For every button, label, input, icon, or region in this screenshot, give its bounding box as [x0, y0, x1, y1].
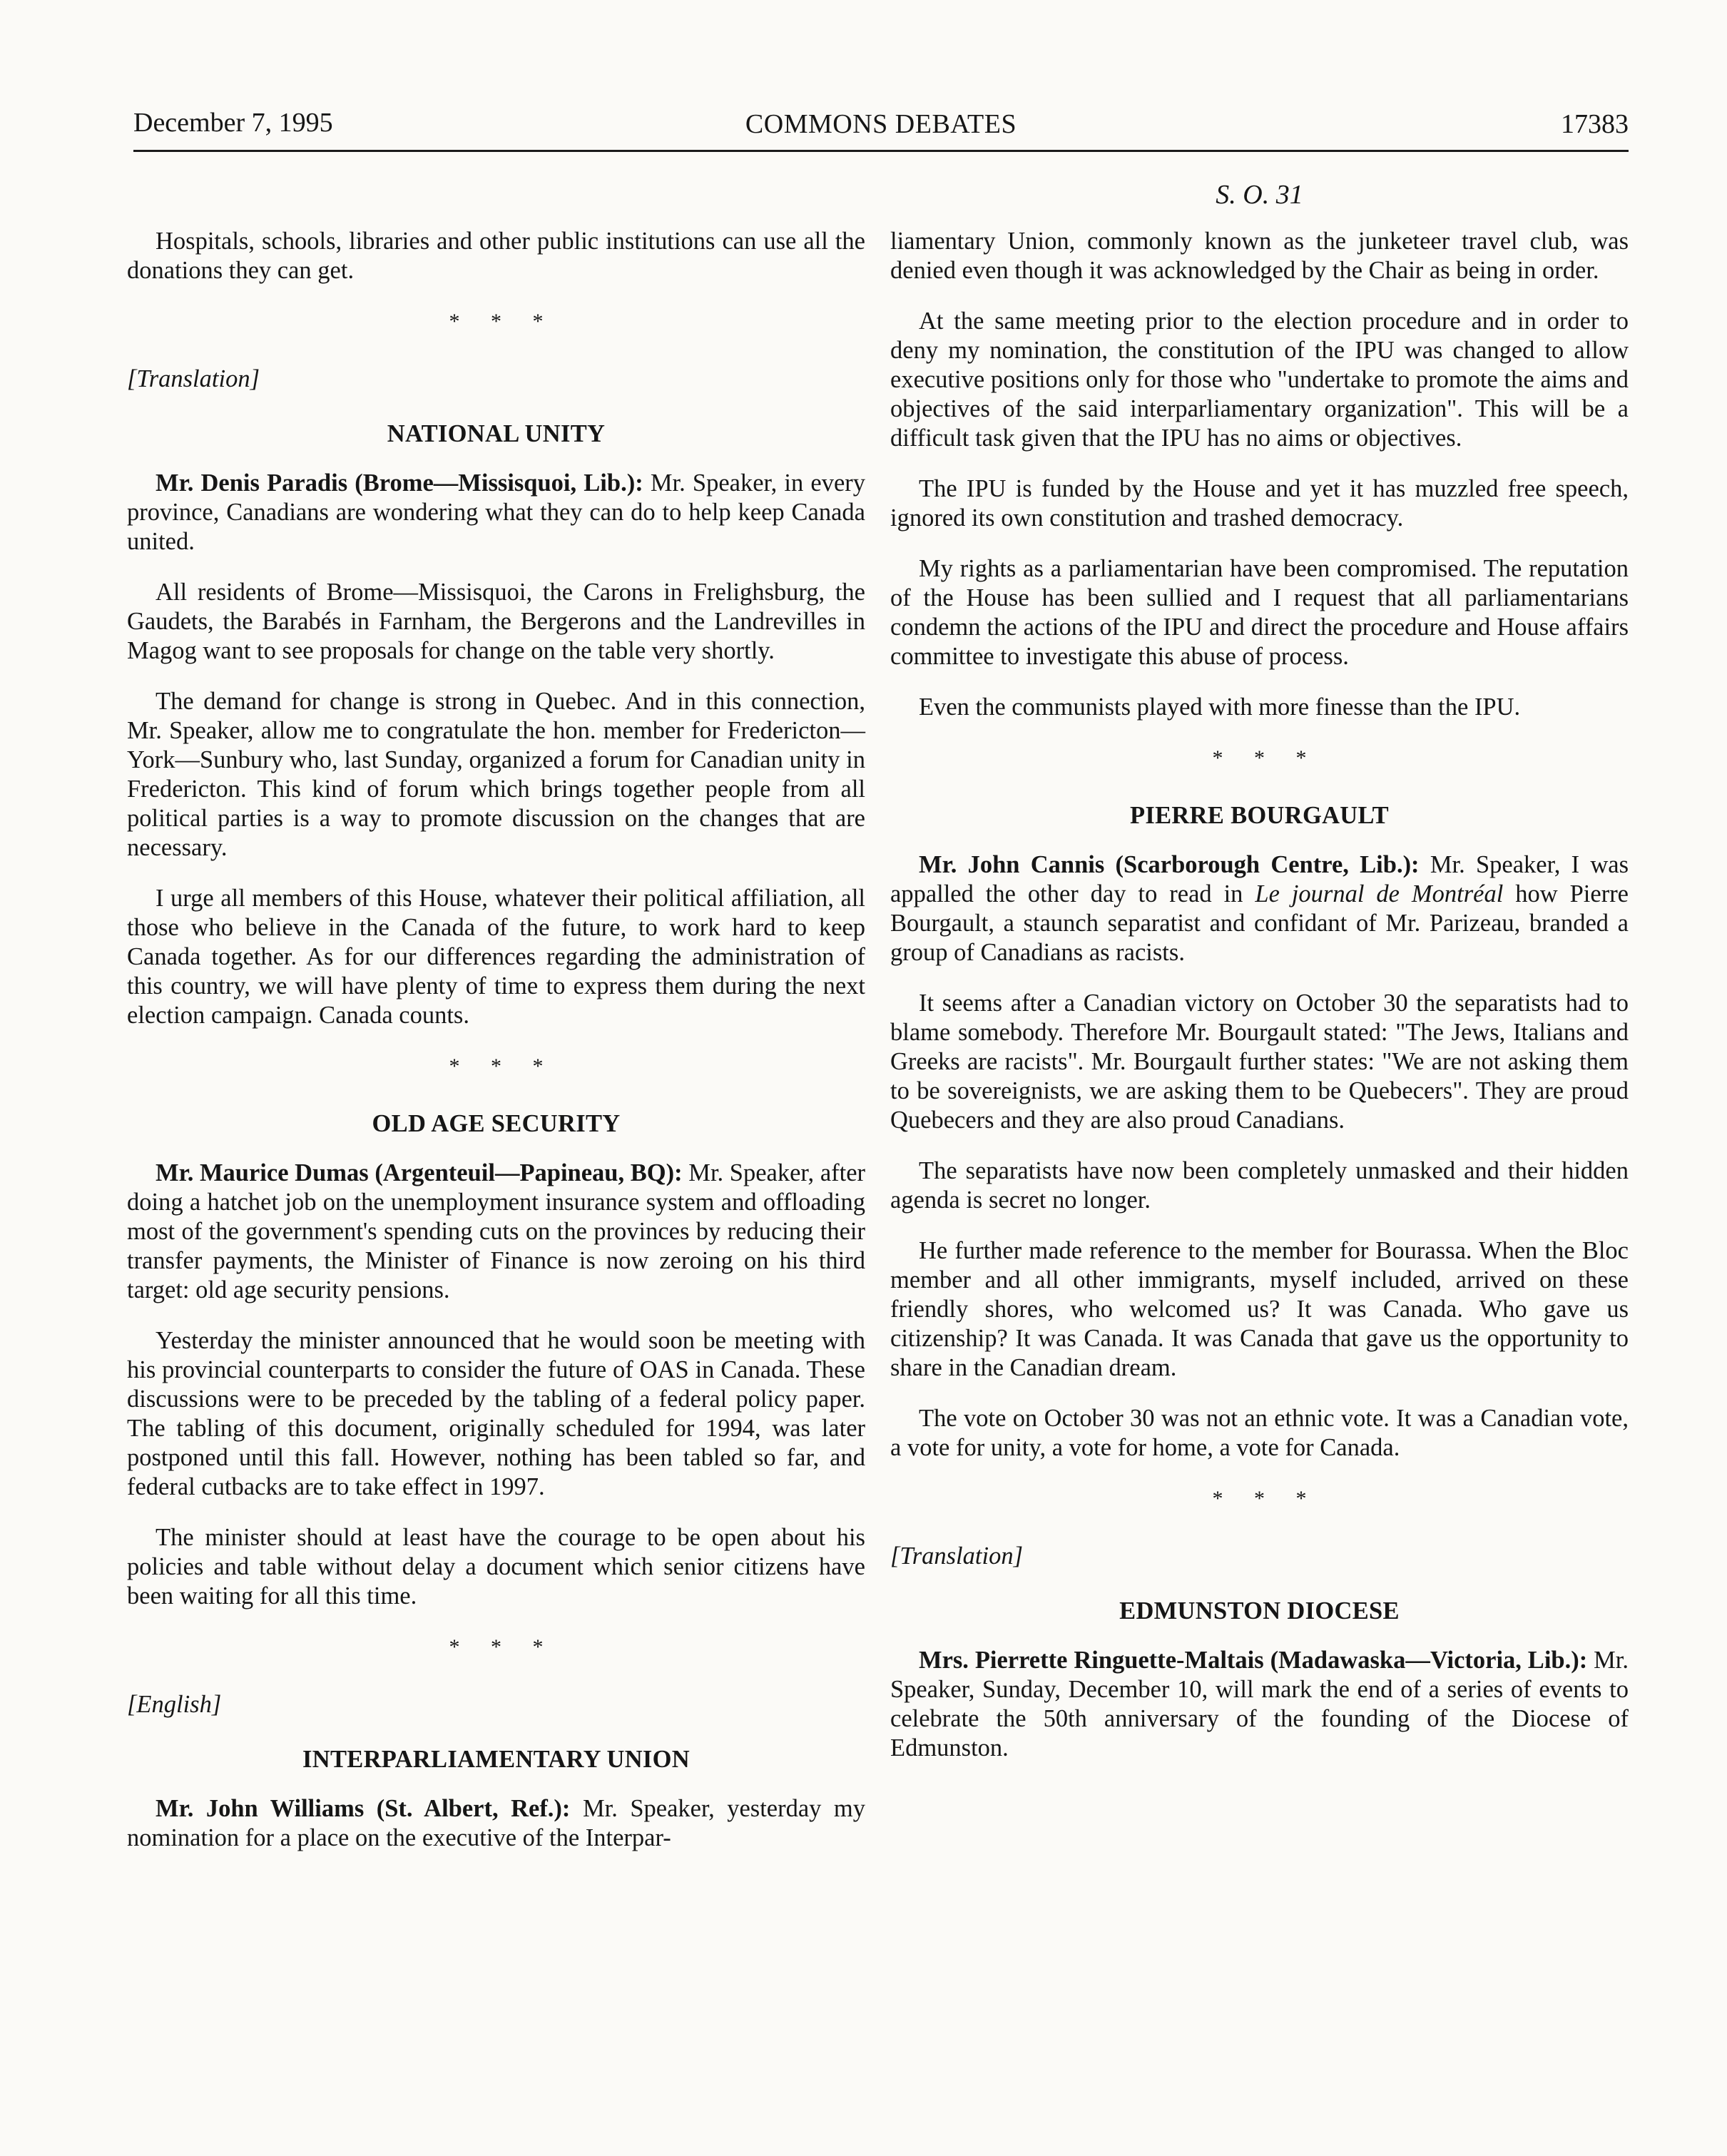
- section-heading: EDMUNSTON DIOCESE: [1119, 1597, 1400, 1624]
- speech-text: Mr. Speaker, yesterday my nomination for a place on the executive of the Interpar-: [127, 1795, 865, 1851]
- section-separator: * * *: [449, 1635, 556, 1659]
- speech-text: Mr. Speaker, after doing a hatchet job on the unemployment insurance system and offloading most of the government's spending cuts on the provinces by reducing their transfer payments, the Minister of Finance is now zeroing on his third target: old age security pensions.: [127, 1159, 866, 1303]
- paragraph: The vote on October 30 was not an ethnic vote. It was a Canadian vote, a vote for unity, a vote for home, a vote for Canada.: [890, 1405, 1629, 1461]
- speaker-name: Mr. Maurice Dumas (Argenteuil—Papineau, BQ):: [156, 1159, 683, 1186]
- paragraph: It seems after a Canadian victory on October 30 the separatists had to blame somebody. Therefore Mr. Bourgault stated: "The Jews, Italians and Greeks are racists". Mr. Bourgault further states: "We are not asking them to be sovereignists, we are asking them to be Quebecers". They are proud Quebecers and they are also proud Canadians.: [890, 990, 1629, 1134]
- paragraph-continuation: liamentary Union, commonly known as the junketeer travel club, was denied even though it was acknowledged by the Chair as being in order.: [890, 228, 1629, 284]
- section-marker: S. O. 31: [1216, 180, 1303, 210]
- paragraph: Even the communists played with more finesse than the IPU.: [919, 693, 1521, 721]
- speaker-name: Mr. Denis Paradis (Brome—Missisquoi, Lib.):: [156, 469, 643, 497]
- paragraph: All residents of Brome—Missisquoi, the Carons in Frelighsburg, the Gaudets, the Barabés in Farnham, the Bergerons and the Landrevilles in Magog want to see proposals for change on the table very shortly.: [127, 579, 865, 664]
- paragraph: The demand for change is strong in Quebec. And in this connection, Mr. Speaker, allow me to congratulate the hon. member for Fredericton—York—Sunbury who, last Sunday, organized a forum for Canadian unity in Fredericton. This kind of forum which brings together people from all political parties is a way to promote discussion on the changes that are necessary.: [127, 688, 865, 861]
- header-rule: [133, 150, 1629, 152]
- speech-paragraph: [127, 1159, 865, 1305]
- speech-text: how Pierre Bourgault, a staunch separatist and confidant of Mr. Parizeau, branded a group of Canadians as racists.: [890, 880, 1629, 966]
- paragraph: At the same meeting prior to the election procedure and in order to deny my nomination, the constitution of the IPU was changed to allow executive positions only for those who "undertake to promote the aims and objectives of the said interparliamentary organization". This will be a difficult task given that the IPU has no aims or objectives.: [890, 307, 1629, 452]
- page-number: 17383: [1561, 109, 1629, 139]
- speech-text: Mr. Speaker, in every province, Canadians are wondering what they can do to help keep Canada united.: [127, 469, 865, 555]
- paragraph: I urge all members of this House, whatever their political affiliation, all those who believe in the Canada of the future, to work hard to keep Canada together. As for our differences regarding the administration of this country, we will have plenty of time to express them during the next election campaign. Canada counts.: [127, 885, 865, 1029]
- speech-paragraph: [127, 1794, 865, 1853]
- section-heading: PIERRE BOURGAULT: [1130, 802, 1389, 829]
- section-separator: * * *: [1212, 746, 1320, 770]
- section-heading: INTERPARLIAMENTARY UNION: [302, 1746, 690, 1773]
- language-tag: [English]: [127, 1691, 222, 1718]
- paragraph: He further made reference to the member for Bourassa. When the Bloc member and all other immigrants, myself included, arrived on these friendly shores, who welcomed us? It was Canada. Who gave us citizenship? It was Canada. It was Canada that gave us the opportunity to share in the Canadian dream.: [890, 1237, 1629, 1381]
- section-separator: * * *: [1212, 1487, 1320, 1510]
- right-column: [890, 227, 1629, 1784]
- section-heading: NATIONAL UNITY: [387, 420, 606, 447]
- paragraph: Yesterday the minister announced that he would soon be meeting with his provincial counterparts to consider the future of OAS in Canada. These discussions were to be preceded by the tabling of a federal policy paper. The tabling of this document, originally scheduled for 1994, was later postponed until this fall. However, nothing has been tabled so far, and federal cutbacks are to take effect in 1997.: [127, 1327, 865, 1500]
- speech-text: Mr. Speaker, I was appalled the other day to read in: [890, 851, 1629, 907]
- language-tag: [Translation]: [890, 1542, 1023, 1570]
- left-column: [127, 227, 865, 1874]
- paragraph: Hospitals, schools, libraries and other public institutions can use all the donations they can get.: [127, 228, 865, 284]
- section-heading: OLD AGE SECURITY: [372, 1110, 621, 1137]
- page-header: [133, 106, 1629, 140]
- paragraph: The IPU is funded by the House and yet it has muzzled free speech, ignored its own constitution and trashed democracy.: [890, 475, 1629, 532]
- paragraph: My rights as a parliamentarian have been compromised. The reputation of the House has been sullied and I request that all parliamentarians condemn the actions of the IPU and direct the procedure and House affairs committee to investigate this abuse of process.: [890, 555, 1629, 670]
- speaker-name: Mr. John Cannis (Scarborough Centre, Lib.):: [919, 851, 1420, 878]
- paragraph: The minister should at least have the courage to be open about his policies and table without delay a document which senior citizens have been waiting for all this time.: [127, 1524, 865, 1610]
- speech-paragraph: [127, 469, 865, 556]
- speech-text: Mr. Speaker, Sunday, December 10, will mark the end of a series of events to celebrate the 50th anniversary of the founding of the Diocese of Edmunston.: [890, 1647, 1629, 1761]
- section-separator: * * *: [449, 1054, 556, 1078]
- header-date: December 7, 1995: [133, 108, 333, 138]
- language-tag: [Translation]: [127, 365, 260, 392]
- header-title: COMMONS DEBATES: [745, 109, 1017, 139]
- paragraph: The separatists have now been completely unmasked and their hidden agenda is secret no longer.: [890, 1157, 1629, 1214]
- speaker-name: Mr. John Williams (St. Albert, Ref.):: [156, 1795, 571, 1822]
- speech-paragraph: [890, 850, 1629, 967]
- speaker-name: Mrs. Pierrette Ringuette-Maltais (Madawaska—Victoria, Lib.):: [919, 1647, 1588, 1674]
- speech-paragraph: [890, 1646, 1629, 1763]
- section-separator: * * *: [449, 310, 556, 333]
- publication-title: Le journal de Montréal: [1255, 880, 1504, 907]
